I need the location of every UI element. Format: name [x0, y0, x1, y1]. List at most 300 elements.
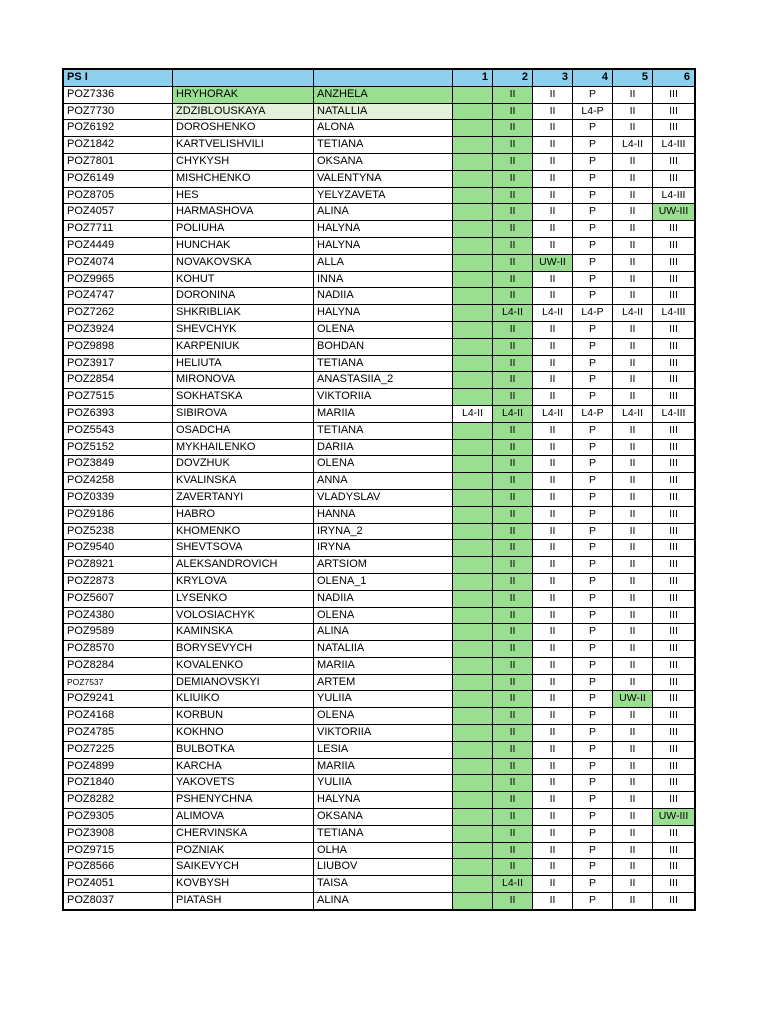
grade-cell-4: P: [573, 338, 613, 355]
table-row: [63, 221, 695, 238]
student-id-cell: POZ4899: [63, 758, 173, 775]
grade-cell-1: [453, 456, 493, 473]
grade-cell-6: III: [653, 254, 696, 271]
grade-cell-4: P: [573, 321, 613, 338]
table-row: [63, 204, 695, 221]
first-name-cell: TETIANA: [314, 137, 453, 154]
student-id-cell: POZ8705: [63, 187, 173, 204]
last-name-cell: HUNCHAK: [173, 237, 314, 254]
grade-cell-4: P: [573, 473, 613, 490]
last-name-cell: SOKHATSKA: [173, 389, 314, 406]
grade-cell-4: P: [573, 170, 613, 187]
student-id-cell: POZ7515: [63, 389, 173, 406]
grade-cell-5: L4-II: [613, 305, 653, 322]
last-name-cell: SHKRIBLIAK: [173, 305, 314, 322]
grade-cell-5: II: [613, 153, 653, 170]
grade-cell-5: II: [613, 489, 653, 506]
grade-cell-1: [453, 825, 493, 842]
grade-cell-2: II: [493, 725, 533, 742]
grade-cell-4: P: [573, 573, 613, 590]
grade-cell-5: II: [613, 809, 653, 826]
grade-cell-5: II: [613, 103, 653, 120]
grade-cell-5: II: [613, 758, 653, 775]
table-row: [63, 708, 695, 725]
grade-cell-6: III: [653, 725, 696, 742]
first-name-cell: LESIA: [314, 741, 453, 758]
grade-cell-5: II: [613, 389, 653, 406]
first-name-cell: ALLA: [314, 254, 453, 271]
grade-cell-5: II: [613, 237, 653, 254]
grade-cell-4: P: [573, 674, 613, 691]
last-name-cell: DORONINA: [173, 288, 314, 305]
last-name-cell: MIRONOVA: [173, 372, 314, 389]
grade-cell-2: II: [493, 254, 533, 271]
first-name-cell: ARTEM: [314, 674, 453, 691]
grade-cell-6: III: [653, 590, 696, 607]
first-name-cell: HALYNA: [314, 237, 453, 254]
grade-cell-6: III: [653, 876, 696, 893]
grade-cell-1: [453, 439, 493, 456]
grade-cell-3: II: [533, 389, 573, 406]
grade-cell-2: II: [493, 103, 533, 120]
table-row: [63, 792, 695, 809]
first-name-cell: TETIANA: [314, 422, 453, 439]
grade-cell-3: II: [533, 775, 573, 792]
grade-cell-1: [453, 657, 493, 674]
last-name-cell: HES: [173, 187, 314, 204]
grade-cell-5: II: [613, 792, 653, 809]
grade-cell-2: II: [493, 590, 533, 607]
grade-cell-3: II: [533, 842, 573, 859]
grade-cell-2: II: [493, 540, 533, 557]
grade-cell-5: II: [613, 120, 653, 137]
last-name-cell: KARTVELISHVILI: [173, 137, 314, 154]
grade-cell-1: [453, 153, 493, 170]
grade-cell-2: II: [493, 607, 533, 624]
grade-cell-3: II: [533, 271, 573, 288]
first-name-cell: ANZHELA: [314, 86, 453, 103]
last-name-cell: KHOMENKO: [173, 523, 314, 540]
header-col-6: 6: [653, 69, 696, 86]
grade-cell-2: II: [493, 775, 533, 792]
grade-cell-1: [453, 372, 493, 389]
grade-cell-5: II: [613, 372, 653, 389]
grade-cell-2: II: [493, 338, 533, 355]
first-name-cell: OLENA: [314, 321, 453, 338]
grade-cell-4: P: [573, 489, 613, 506]
student-id-cell: POZ3908: [63, 825, 173, 842]
student-id-cell: POZ3849: [63, 456, 173, 473]
grade-cell-4: P: [573, 204, 613, 221]
grade-cell-3: II: [533, 674, 573, 691]
grade-cell-2: II: [493, 708, 533, 725]
grade-cell-4: L4-P: [573, 305, 613, 322]
grade-cell-3: II: [533, 422, 573, 439]
grade-cell-2: II: [493, 137, 533, 154]
grade-cell-1: [453, 674, 493, 691]
grade-cell-4: P: [573, 506, 613, 523]
last-name-cell: NOVAKOVSKA: [173, 254, 314, 271]
grade-cell-2: II: [493, 741, 533, 758]
table-row: [63, 809, 695, 826]
table-row: [63, 288, 695, 305]
grade-cell-4: P: [573, 389, 613, 406]
grade-cell-3: II: [533, 221, 573, 238]
table-title: PS I: [63, 69, 173, 86]
table-row: [63, 607, 695, 624]
grade-cell-2: II: [493, 674, 533, 691]
student-id-cell: POZ0339: [63, 489, 173, 506]
grade-cell-6: III: [653, 271, 696, 288]
grade-cell-4: P: [573, 288, 613, 305]
grade-cell-2: II: [493, 825, 533, 842]
grade-cell-2: II: [493, 473, 533, 490]
grade-cell-6: III: [653, 288, 696, 305]
last-name-cell: KVALINSKA: [173, 473, 314, 490]
first-name-cell: TAISA: [314, 876, 453, 893]
grade-cell-2: II: [493, 86, 533, 103]
grade-cell-6: III: [653, 708, 696, 725]
grade-cell-5: II: [613, 590, 653, 607]
grade-cell-1: [453, 221, 493, 238]
last-name-cell: SHEVTSOVA: [173, 540, 314, 557]
grade-cell-3: II: [533, 523, 573, 540]
first-name-cell: VALENTYNA: [314, 170, 453, 187]
grade-cell-1: [453, 120, 493, 137]
grade-cell-2: II: [493, 456, 533, 473]
last-name-cell: KOHUT: [173, 271, 314, 288]
first-name-cell: NATALIIA: [314, 641, 453, 658]
student-id-cell: POZ8921: [63, 557, 173, 574]
grade-cell-3: II: [533, 893, 573, 910]
last-name-cell: MYKHAILENKO: [173, 439, 314, 456]
grade-cell-3: II: [533, 657, 573, 674]
grade-cell-1: [453, 204, 493, 221]
grade-cell-6: III: [653, 641, 696, 658]
last-name-cell: PIATASH: [173, 893, 314, 910]
grade-cell-3: II: [533, 204, 573, 221]
grade-cell-1: [453, 607, 493, 624]
grade-cell-5: II: [613, 607, 653, 624]
table-body: [63, 86, 695, 910]
student-id-cell: POZ6393: [63, 405, 173, 422]
table-row: [63, 573, 695, 590]
grade-cell-6: UW-III: [653, 204, 696, 221]
grade-cell-3: L4-II: [533, 305, 573, 322]
grade-cell-1: [453, 523, 493, 540]
last-name-cell: KRYLOVA: [173, 573, 314, 590]
grade-cell-6: III: [653, 489, 696, 506]
first-name-cell: VIKTORIIA: [314, 389, 453, 406]
grade-cell-3: II: [533, 355, 573, 372]
grade-cell-5: II: [613, 674, 653, 691]
grade-cell-3: II: [533, 456, 573, 473]
last-name-cell: PSHENYCHNA: [173, 792, 314, 809]
first-name-cell: OLENA: [314, 607, 453, 624]
student-id-cell: POZ8570: [63, 641, 173, 658]
grade-cell-6: III: [653, 825, 696, 842]
last-name-cell: ALIMOVA: [173, 809, 314, 826]
table-row: [63, 372, 695, 389]
student-id-cell: POZ4258: [63, 473, 173, 490]
grade-cell-1: [453, 187, 493, 204]
last-name-cell: POZNIAK: [173, 842, 314, 859]
last-name-cell: MISHCHENKO: [173, 170, 314, 187]
grade-cell-3: II: [533, 792, 573, 809]
grade-cell-6: L4-III: [653, 405, 696, 422]
grade-cell-2: L4-II: [493, 305, 533, 322]
grade-cell-4: P: [573, 523, 613, 540]
grade-cell-6: III: [653, 523, 696, 540]
grade-cell-3: II: [533, 607, 573, 624]
student-id-cell: POZ4380: [63, 607, 173, 624]
grade-cell-5: II: [613, 540, 653, 557]
grade-cell-1: [453, 254, 493, 271]
grade-cell-1: [453, 573, 493, 590]
grade-cell-5: II: [613, 775, 653, 792]
table-row: [63, 590, 695, 607]
last-name-cell: CHERVINSKA: [173, 825, 314, 842]
grade-cell-6: III: [653, 153, 696, 170]
grade-cell-4: L4-P: [573, 103, 613, 120]
grade-cell-4: P: [573, 271, 613, 288]
header-col-2: 2: [493, 69, 533, 86]
last-name-cell: KARCHA: [173, 758, 314, 775]
grade-cell-6: L4-III: [653, 305, 696, 322]
grade-cell-2: II: [493, 439, 533, 456]
grade-cell-1: [453, 876, 493, 893]
grade-cell-1: [453, 506, 493, 523]
grade-cell-3: II: [533, 859, 573, 876]
last-name-cell: HARMASHOVA: [173, 204, 314, 221]
first-name-cell: HALYNA: [314, 305, 453, 322]
grade-cell-5: II: [613, 523, 653, 540]
table-row: [63, 439, 695, 456]
grade-cell-4: P: [573, 372, 613, 389]
table-row: [63, 338, 695, 355]
grade-cell-1: [453, 842, 493, 859]
grade-cell-4: P: [573, 254, 613, 271]
grade-cell-3: II: [533, 288, 573, 305]
grade-cell-1: [453, 540, 493, 557]
student-id-cell: POZ5607: [63, 590, 173, 607]
student-id-cell: POZ9965: [63, 271, 173, 288]
grade-cell-6: L4-III: [653, 137, 696, 154]
grade-cell-4: P: [573, 187, 613, 204]
grade-cell-2: II: [493, 355, 533, 372]
table-row: [63, 254, 695, 271]
grade-cell-5: II: [613, 893, 653, 910]
grade-cell-5: II: [613, 86, 653, 103]
grade-cell-6: III: [653, 557, 696, 574]
student-id-cell: POZ9305: [63, 809, 173, 826]
last-name-cell: POLIUHA: [173, 221, 314, 238]
grade-cell-5: II: [613, 254, 653, 271]
grade-cell-1: [453, 893, 493, 910]
student-id-cell: POZ9898: [63, 338, 173, 355]
grade-cell-6: III: [653, 473, 696, 490]
grade-cell-1: [453, 725, 493, 742]
last-name-cell: KOVBYSH: [173, 876, 314, 893]
table-row: [63, 758, 695, 775]
grade-cell-4: P: [573, 842, 613, 859]
grade-cell-1: [453, 271, 493, 288]
grade-cell-5: II: [613, 641, 653, 658]
last-name-cell: ZDZIBLOUSKAYA: [173, 103, 314, 120]
table-row: [63, 725, 695, 742]
table-row: [63, 170, 695, 187]
grade-cell-4: P: [573, 792, 613, 809]
grade-cell-3: UW-II: [533, 254, 573, 271]
grade-cell-4: P: [573, 422, 613, 439]
grade-cell-5: II: [613, 859, 653, 876]
grade-cell-4: P: [573, 758, 613, 775]
grade-cell-3: II: [533, 321, 573, 338]
grade-cell-4: P: [573, 657, 613, 674]
grade-cell-3: II: [533, 708, 573, 725]
grade-cell-5: II: [613, 473, 653, 490]
header-row: [63, 69, 695, 86]
student-id-cell: POZ9715: [63, 842, 173, 859]
grade-cell-6: III: [653, 506, 696, 523]
student-id-cell: POZ7537: [63, 674, 173, 691]
last-name-cell: KORBUN: [173, 708, 314, 725]
table-row: [63, 506, 695, 523]
grade-cell-5: L4-II: [613, 137, 653, 154]
grade-cell-2: II: [493, 153, 533, 170]
last-name-cell: HABRO: [173, 506, 314, 523]
grade-cell-3: II: [533, 103, 573, 120]
grade-cell-6: III: [653, 758, 696, 775]
grade-cell-6: III: [653, 540, 696, 557]
grade-cell-1: [453, 305, 493, 322]
grade-cell-5: II: [613, 271, 653, 288]
grade-cell-6: III: [653, 422, 696, 439]
last-name-cell: KOVALENKO: [173, 657, 314, 674]
header-col-4: 4: [573, 69, 613, 86]
table-row: [63, 305, 695, 322]
table-row: [63, 389, 695, 406]
grade-cell-6: III: [653, 389, 696, 406]
grade-cell-2: II: [493, 271, 533, 288]
grade-cell-2: II: [493, 557, 533, 574]
first-name-cell: OLENA_1: [314, 573, 453, 590]
grade-cell-1: [453, 741, 493, 758]
grade-cell-2: II: [493, 187, 533, 204]
table-row: [63, 674, 695, 691]
grade-cell-5: II: [613, 439, 653, 456]
student-id-cell: POZ4449: [63, 237, 173, 254]
grade-cell-1: [453, 137, 493, 154]
grade-cell-4: P: [573, 355, 613, 372]
student-id-cell: POZ7225: [63, 741, 173, 758]
student-id-cell: POZ1840: [63, 775, 173, 792]
last-name-cell: ALEKSANDROVICH: [173, 557, 314, 574]
grade-cell-2: II: [493, 372, 533, 389]
grade-cell-3: II: [533, 338, 573, 355]
last-name-cell: KLIUIKO: [173, 691, 314, 708]
grade-cell-4: P: [573, 708, 613, 725]
grade-cell-3: II: [533, 372, 573, 389]
student-id-cell: POZ4785: [63, 725, 173, 742]
grade-cell-3: II: [533, 473, 573, 490]
table-row: [63, 103, 695, 120]
table-row: [63, 405, 695, 422]
first-name-cell: HALYNA: [314, 221, 453, 238]
grade-cell-6: III: [653, 624, 696, 641]
grade-cell-2: II: [493, 573, 533, 590]
table-row: [63, 271, 695, 288]
grade-cell-3: II: [533, 573, 573, 590]
grade-cell-2: II: [493, 321, 533, 338]
grade-cell-2: L4-II: [493, 876, 533, 893]
grade-cell-4: P: [573, 607, 613, 624]
grade-cell-4: L4-P: [573, 405, 613, 422]
student-id-cell: POZ8284: [63, 657, 173, 674]
grade-cell-1: [453, 489, 493, 506]
first-name-cell: OLHA: [314, 842, 453, 859]
last-name-cell: HELIUTA: [173, 355, 314, 372]
grade-cell-1: [453, 859, 493, 876]
grade-cell-6: III: [653, 691, 696, 708]
grade-cell-5: UW-II: [613, 691, 653, 708]
student-id-cell: POZ5543: [63, 422, 173, 439]
grade-cell-2: II: [493, 204, 533, 221]
grade-cell-4: P: [573, 725, 613, 742]
grade-cell-1: [453, 321, 493, 338]
grade-cell-6: L4-III: [653, 187, 696, 204]
table-row: [63, 355, 695, 372]
first-name-cell: ALINA: [314, 893, 453, 910]
student-id-cell: POZ3917: [63, 355, 173, 372]
grade-cell-2: II: [493, 288, 533, 305]
table-row: [63, 540, 695, 557]
grade-cell-3: II: [533, 725, 573, 742]
grade-cell-4: P: [573, 775, 613, 792]
grade-cell-4: P: [573, 153, 613, 170]
grade-cell-6: III: [653, 859, 696, 876]
grade-cell-1: [453, 775, 493, 792]
grade-cell-6: III: [653, 741, 696, 758]
header-col-1: 1: [453, 69, 493, 86]
student-id-cell: POZ6192: [63, 120, 173, 137]
table-row: [63, 825, 695, 842]
grade-cell-3: II: [533, 691, 573, 708]
grade-cell-3: II: [533, 187, 573, 204]
grade-cell-6: III: [653, 321, 696, 338]
grade-cell-3: II: [533, 86, 573, 103]
first-name-cell: NATALLIA: [314, 103, 453, 120]
grade-cell-2: II: [493, 641, 533, 658]
grade-cell-6: III: [653, 893, 696, 910]
grade-cell-1: [453, 170, 493, 187]
grade-cell-5: II: [613, 825, 653, 842]
grade-cell-2: II: [493, 237, 533, 254]
student-id-cell: POZ1842: [63, 137, 173, 154]
table-row: [63, 893, 695, 910]
table-row: [63, 473, 695, 490]
first-name-cell: ALINA: [314, 204, 453, 221]
last-name-cell: YAKOVETS: [173, 775, 314, 792]
grade-cell-4: P: [573, 893, 613, 910]
table-row: [63, 120, 695, 137]
grade-cell-6: III: [653, 573, 696, 590]
grade-cell-6: III: [653, 792, 696, 809]
first-name-cell: VIKTORIIA: [314, 725, 453, 742]
grade-cell-6: III: [653, 355, 696, 372]
grade-cell-6: III: [653, 338, 696, 355]
grade-cell-1: [453, 103, 493, 120]
